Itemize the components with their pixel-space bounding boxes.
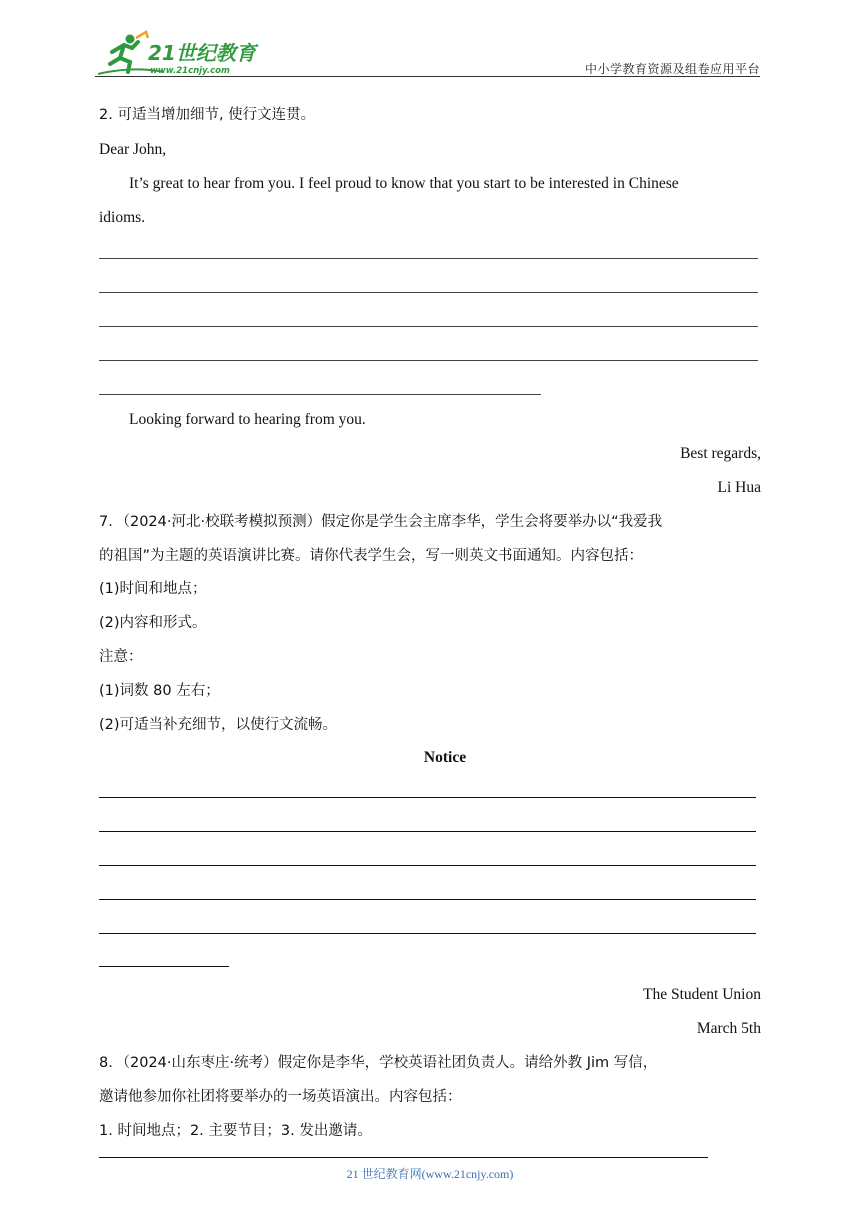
q7-note-2: (2)可适当补充细节，以使行文流畅。 <box>99 717 338 733</box>
letter-body-line-2: idioms. <box>99 209 146 226</box>
q7-note-1: (1)词数 80 左右； <box>99 683 220 699</box>
answer-line <box>99 899 756 900</box>
answer-line <box>99 865 756 866</box>
answer-line <box>99 831 756 832</box>
q8-prompt-line-1: 8．（2024·山东枣庄·统考）假定你是李华，学校英语社团负责人。请给外教 Jim 写信， <box>99 1055 658 1071</box>
header-platform-text: 中小学教育资源及组卷应用平台 <box>584 62 760 76</box>
answer-line <box>99 797 756 798</box>
salutation: Dear John, <box>99 141 167 158</box>
notice-date: March 5th <box>696 1020 761 1037</box>
footer-divider <box>99 1157 708 1158</box>
answer-line <box>99 258 758 259</box>
answer-line <box>99 966 229 967</box>
answer-line <box>99 394 541 395</box>
letter-sign-off: Best regards, <box>680 445 761 462</box>
q7-item-2: (2)内容和形式。 <box>99 615 207 631</box>
note-2: 2. 可适当增加细节, 使行文连贯。 <box>99 107 316 123</box>
q7-prompt-line-2: 的祖国”为主题的英语演讲比赛。请你代表学生会，写一则英文书面通知。内容包括： <box>99 548 644 564</box>
answer-line <box>99 360 758 361</box>
svg-text:21世纪教育: 21世纪教育 <box>148 41 256 65</box>
answer-line <box>99 933 756 934</box>
answer-line <box>99 326 758 327</box>
page-header <box>92 30 760 80</box>
letter-closing: Looking forward to hearing from you. <box>129 411 366 428</box>
answer-line <box>99 292 758 293</box>
header-divider <box>95 76 760 77</box>
letter-body-line-1: It’s great to hear from you. I feel proud to know that you start to be interested in Chinese <box>129 175 679 192</box>
site-logo <box>92 30 262 80</box>
q8-prompt-line-2: 邀请他参加你社团将要举办的一场英语演出。内容包括： <box>99 1089 462 1105</box>
q8-prompt-line-3: 1. 时间地点；2. 主要节目；3. 发出邀请。 <box>99 1123 372 1139</box>
q7-prompt-line-1: 7．（2024·河北·校联考模拟预测）假定你是学生会主席李华，学生会将要举办以“我爱我 <box>99 514 663 530</box>
runner-logo-icon <box>92 30 262 80</box>
q7-note-label: 注意： <box>99 649 143 665</box>
q7-item-1: (1)时间和地点； <box>99 581 207 597</box>
letter-signature: Li Hua <box>717 479 761 496</box>
notice-signature: The Student Union <box>643 986 761 1003</box>
notice-title: Notice <box>423 749 467 766</box>
svg-text:www.21cnjy.com: www.21cnjy.com <box>150 66 230 76</box>
page-footer: 21 世纪教育网(www.21cnjy.com) <box>346 1167 514 1181</box>
